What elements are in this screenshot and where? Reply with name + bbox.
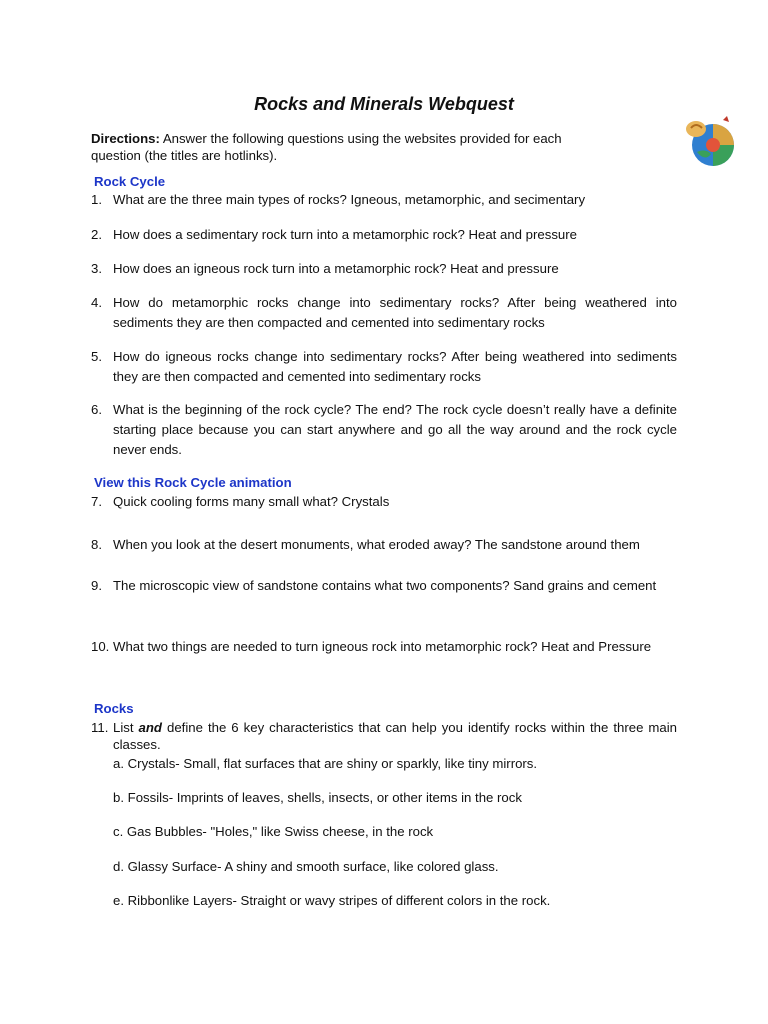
link-rock-cycle[interactable]: Rock Cycle	[94, 174, 166, 189]
question-7	[91, 492, 677, 512]
question-text-emphasis: and	[138, 720, 162, 735]
question-text: When you look at the desert monuments, what eroded away? The sandstone around them	[113, 537, 640, 552]
answer-d: d. Glassy Surface- A shiny and smooth surface, like colored glass.	[113, 859, 499, 874]
question-number: 5.	[91, 349, 102, 364]
question-number: 1.	[91, 192, 102, 207]
question-number: 2.	[91, 227, 102, 242]
question-text: How do metamorphic rocks change into sedimentary rocks? After being weathered into sediments they are then compacted and cemented into sedimentary rocks	[113, 295, 677, 330]
answer-b: b. Fossils- Imprints of leaves, shells, insects, or other items in the rock	[113, 790, 522, 805]
question-number: 9.	[91, 578, 102, 593]
link-rocks[interactable]: Rocks	[94, 701, 134, 716]
question-text: Quick cooling forms many small what? Crystals	[113, 494, 390, 509]
question-11	[91, 719, 677, 753]
question-number: 11.	[91, 720, 109, 735]
question-number: 7.	[91, 494, 102, 509]
question-1	[91, 190, 677, 210]
question-number: 6.	[91, 402, 102, 417]
question-text: What are the three main types of rocks? Igneous, metamorphic, and secimentary	[113, 192, 586, 207]
question-text-part: List	[113, 720, 139, 735]
directions	[91, 130, 611, 164]
question-text-part: define the 6 key characteristics that can help you identify rocks within the three main classes.	[113, 720, 678, 752]
question-text	[113, 719, 677, 753]
question-2	[91, 225, 677, 245]
question-4	[91, 293, 677, 333]
question-5	[91, 347, 677, 387]
question-number: 10.	[91, 639, 110, 654]
answer-a: a. Crystals- Small, flat surfaces that are shiny or sparkly, like tiny mirrors.	[113, 756, 538, 771]
directions-text: Answer the following questions using the websites provided for each question (the titles are hotlinks).	[91, 131, 562, 163]
question-text: The microscopic view of sandstone contains what two components? Sand grains and cement	[113, 578, 657, 593]
question-number: 4.	[91, 295, 102, 310]
question-10	[91, 637, 677, 657]
answer-c: c. Gas Bubbles- "Holes," like Swiss cheese, in the rock	[113, 824, 434, 839]
page-title: Rocks and Minerals Webquest	[254, 94, 514, 114]
link-rock-cycle-animation[interactable]: View this Rock Cycle animation	[94, 475, 292, 490]
question-text: What two things are needed to turn igneous rock into metamorphic rock? Heat and Pressure	[113, 639, 652, 654]
question-3	[91, 259, 677, 279]
question-text: How does an igneous rock turn into a metamorphic rock? Heat and pressure	[113, 261, 559, 276]
earth-globe-icon	[683, 114, 735, 168]
question-text: What is the beginning of the rock cycle? The end? The rock cycle doesn’t really have a definite starting place because you can start anywhere and go all the way around and the rock cycle never ends.	[113, 402, 677, 457]
directions-lead: Directions:	[91, 131, 160, 146]
question-number: 8.	[91, 537, 102, 552]
question-number: 3.	[91, 261, 102, 276]
question-9	[91, 576, 677, 596]
question-text: How does a sedimentary rock turn into a metamorphic rock? Heat and pressure	[113, 227, 577, 242]
question-8	[91, 535, 677, 555]
question-text: How do igneous rocks change into sedimentary rocks? After being weathered into sediments they are then compacted and cemented into sedimentary rocks	[113, 349, 677, 384]
answer-e: e. Ribbonlike Layers- Straight or wavy stripes of different colors in the rock.	[113, 893, 551, 908]
question-6	[91, 400, 677, 460]
